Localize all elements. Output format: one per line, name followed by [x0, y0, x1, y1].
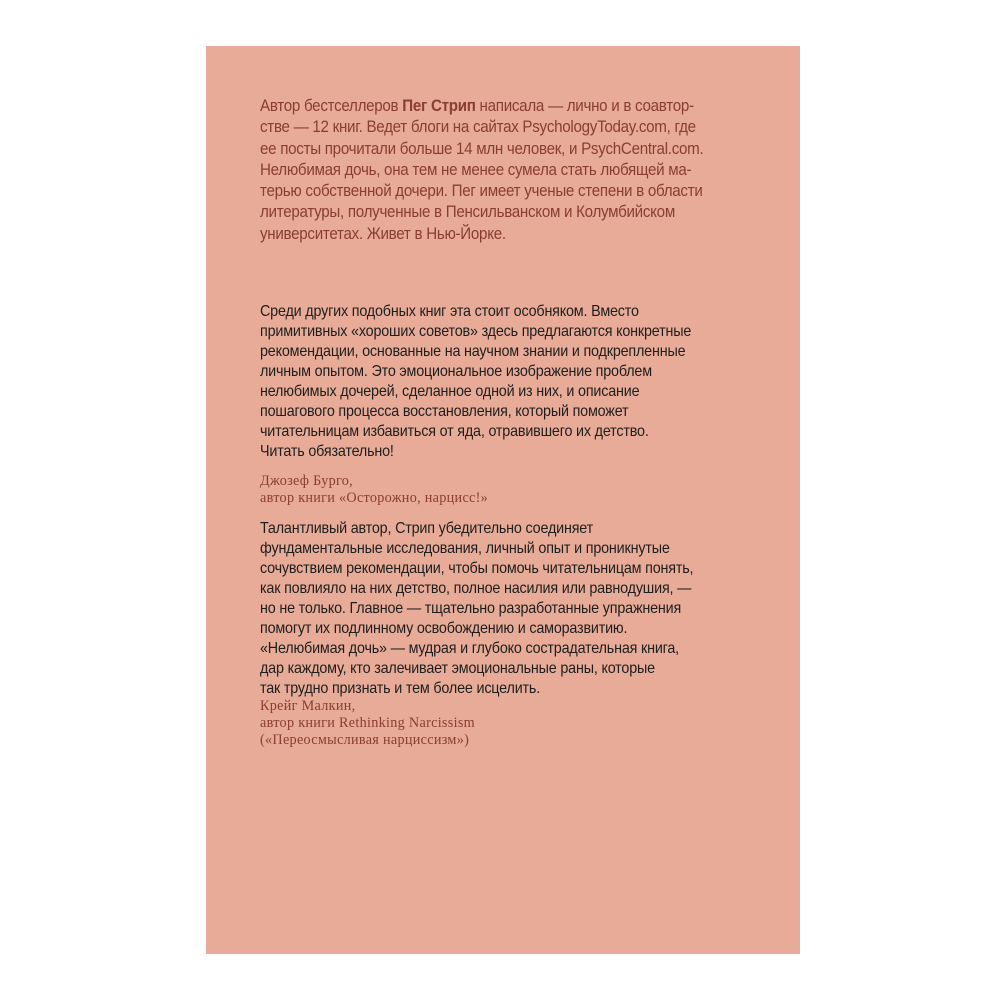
- bio-text: написала — лично и в соавтор-: [475, 97, 694, 115]
- author-name: Пег Стрип: [402, 97, 476, 115]
- bio-line: [260, 96, 744, 117]
- quote-line: сочувствием рекомендации, чтобы помочь читательницам понять,: [260, 560, 694, 577]
- review-attribution-malkin: [260, 698, 780, 750]
- review-quote-burgo: [260, 302, 738, 462]
- quote-line: пошагового процесса восстановления, который поможет: [260, 403, 629, 420]
- attribution-line: автор книги «Осторожно, нарцисс!»: [260, 490, 489, 507]
- quote-line: Читать обязательно!: [260, 443, 394, 460]
- quote-line: дар каждому, кто залечивает эмоциональные раны, которые: [260, 660, 655, 677]
- bio-line: Нелюбимая дочь, она тем не менее сумела стать любящей ма-: [260, 160, 692, 179]
- quote-line: так трудно признать и тем более исцелить.: [260, 680, 541, 697]
- quote-line: как повлияло на них детство, полное насилия или равнодушия, —: [260, 580, 692, 597]
- quote-line: «Нелюбимая дочь» — мудрая и глубоко сострадательная книга,: [260, 640, 679, 657]
- quote-line: фундаментальные исследования, личный опыт и проникнутые: [260, 540, 670, 557]
- quote-line: рекомендации, основанные на научном знании и подкрепленные: [260, 343, 686, 360]
- attribution-line: Джозеф Бурго,: [260, 473, 354, 489]
- bio-text: Автор бестселлеров: [260, 97, 403, 115]
- quote-line: личным опытом. Это эмоциональное изображение проблем: [260, 363, 652, 380]
- attribution-line: («Переосмысливая нарциссизм»): [260, 732, 470, 749]
- author-bio: [260, 96, 744, 245]
- quote-line: Среди других подобных книг эта стоит особняком. Вместо: [260, 303, 639, 320]
- quote-line: но не только. Главное — тщательно разработанные упражнения: [260, 600, 682, 617]
- quote-line: помогут их подлинному освобождению и саморазвитию.: [260, 620, 628, 637]
- review-quote-malkin: [260, 519, 738, 699]
- attribution-line: Крейг Малкин,: [260, 698, 356, 714]
- bio-line: университетах. Живет в Нью-Йорке.: [260, 224, 506, 243]
- quote-line: примитивных «хороших советов» здесь предлагаются конкретные: [260, 323, 692, 340]
- bio-line: литературы, полученные в Пенсильванском и Колумбийском: [260, 203, 675, 222]
- review-attribution-burgo: [260, 473, 780, 507]
- bio-line: терью собственной дочери. Пег имеет ученые степени в области: [260, 182, 703, 201]
- bio-line: ее посты прочитали больше 14 млн человек, и PsychCentral.com.: [260, 139, 704, 158]
- quote-line: читательницам избавиться от яда, отравившего их детство.: [260, 423, 649, 440]
- quote-line: нелюбимых дочерей, сделанное одной из них, и описание: [260, 383, 640, 400]
- back-cover: [206, 46, 800, 954]
- quote-line: Талантливый автор, Стрип убедительно соединяет: [260, 520, 593, 537]
- attribution-line: автор книги Rethinking Narcissism: [260, 715, 475, 732]
- bio-line: стве — 12 книг. Ведет блоги на сайтах PsychologyToday.com, где: [260, 118, 696, 137]
